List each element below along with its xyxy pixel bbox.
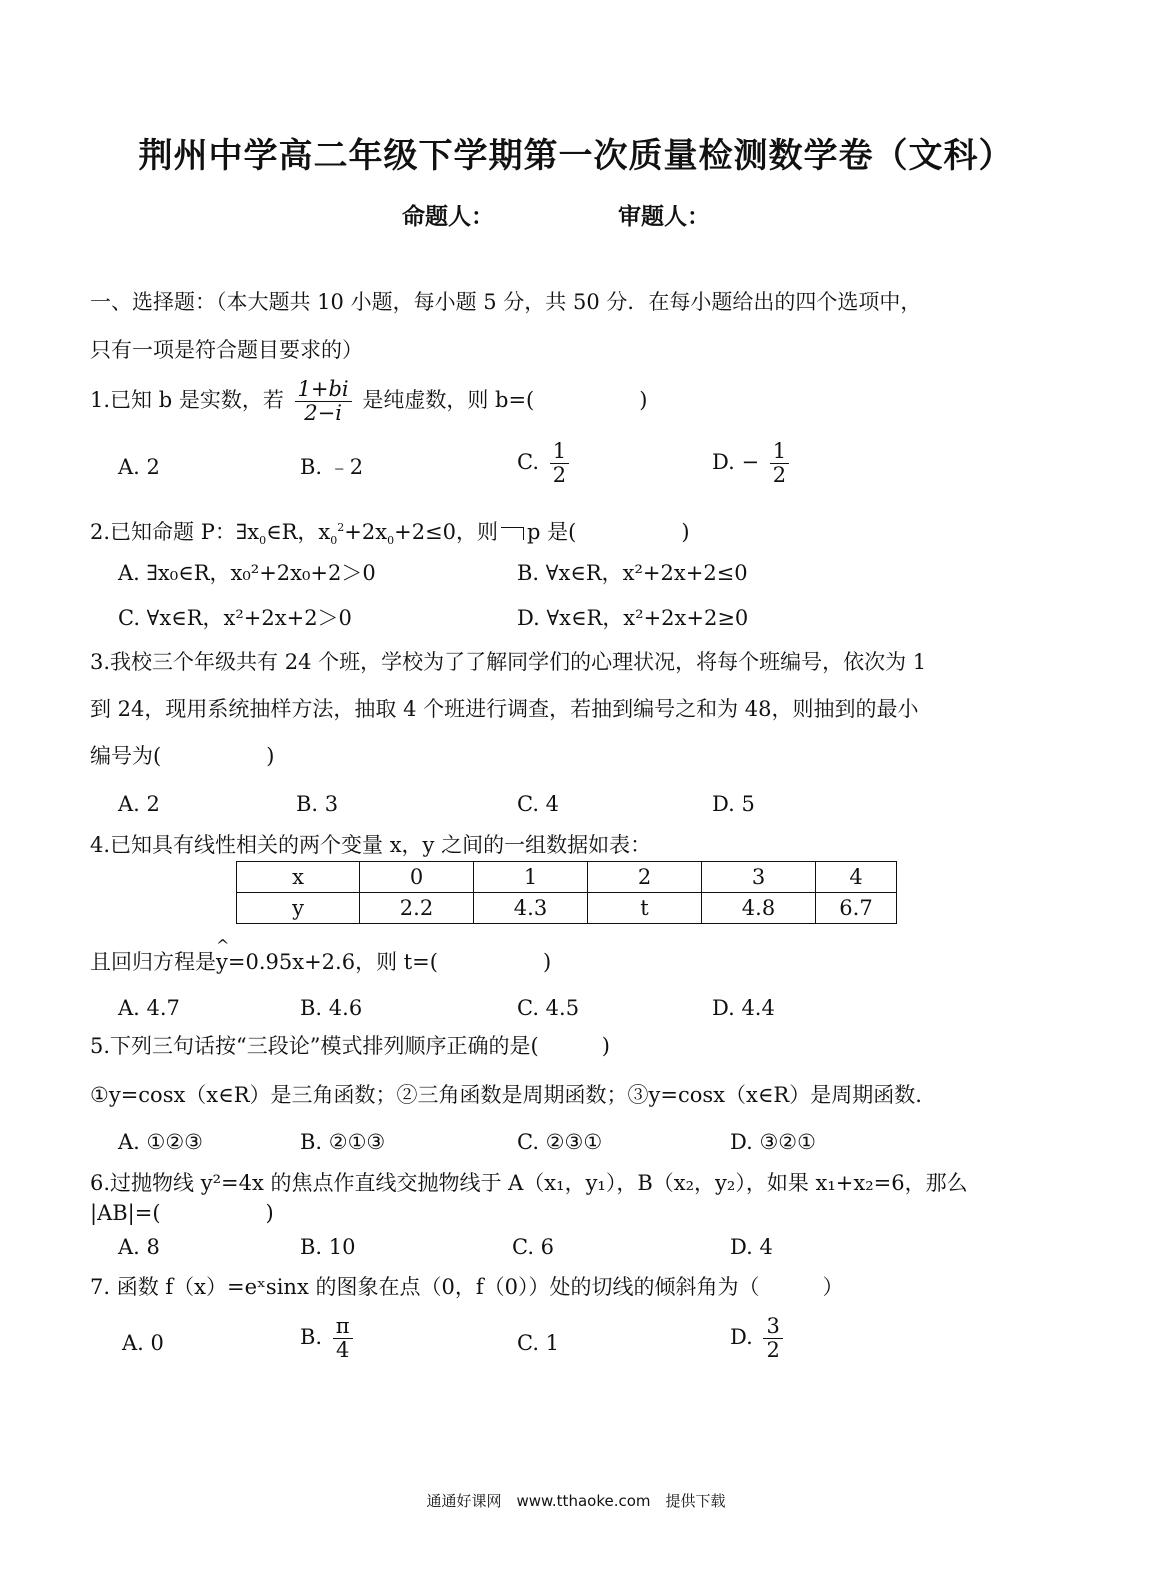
q4-eq-suffix: =0.95x+2.6，则 t=( ) — [227, 950, 552, 974]
q7-option-d-denominator: 2 — [766, 1338, 780, 1363]
q6-option-a: A. 8 — [118, 1235, 160, 1259]
q7-option-b-numerator: π — [333, 1315, 353, 1339]
section-instructions-line1: 一、选择题：（本大题共 10 小题，每小题 5 分，共 50 分．在每小题给出的四个选项中， — [90, 290, 922, 314]
question-4-stem: 4.已知具有线性相关的两个变量 x，y 之间的一组数据如表： — [90, 833, 652, 857]
q7-option-a: A. 0 — [122, 1331, 164, 1355]
q1-option-c-fraction — [550, 440, 569, 487]
q7-option-c: C. 1 — [517, 1331, 560, 1355]
question-6-line2: |AB|=( ) — [90, 1201, 274, 1225]
q5-option-c: C. ②③① — [517, 1130, 603, 1154]
q2-option-c: C. ∀x∈R，x²+2x+2＞0 — [118, 606, 352, 630]
q7-option-b-denominator: 4 — [336, 1338, 350, 1363]
q1-option-d-label: D. − — [712, 450, 760, 475]
question-5-content: ①y=cosx（x∈R）是三角函数；②三角函数是周期函数；③y=cosx（x∈R）是周期函数. — [90, 1083, 922, 1107]
q2-stem-part: +2≤0，则 — [394, 520, 499, 544]
q6-option-b: B. 10 — [300, 1235, 356, 1259]
q2-superscript: 2 — [337, 521, 345, 534]
y-hat-symbol: ^ y — [216, 947, 228, 977]
q4-data-table — [236, 861, 897, 924]
q1-option-d-numerator: 1 — [770, 440, 789, 464]
table-row — [237, 862, 897, 893]
q2-stem-part: 2.已知命题 P：∃x — [90, 520, 260, 544]
q2-option-b: B. ∀x∈R，x²+2x+2≤0 — [517, 561, 748, 585]
q3-option-a: A. 2 — [118, 792, 160, 816]
q7-option-b-fraction — [333, 1315, 353, 1362]
footer-credit: 通通好课网 www.tthaoke.com 提供下载 — [426, 1492, 726, 1510]
table-cell: y — [237, 893, 360, 924]
q1-prefix: 1.已知 b 是实数，若 — [90, 388, 284, 413]
q1-option-d-denominator: 2 — [772, 463, 787, 488]
q1-option-c-denominator: 2 — [552, 463, 567, 488]
question-3-line2: 到 24，现用系统抽样方法，抽取 4 个班进行调查，若抽到编号之和为 48，则抽到的最小 — [90, 697, 919, 721]
q4-eq-prefix: 且回归方程是 — [90, 950, 216, 974]
question-3-line3: 编号为( ) — [90, 744, 275, 768]
q2-stem-part: +2x — [344, 520, 388, 544]
question-3-line1: 3.我校三个年级共有 24 个班，学校为了了解同学们的心理状况，将每个班编号，依次为 1 — [90, 650, 927, 674]
q1-option-c — [517, 440, 573, 487]
q1-fraction — [295, 378, 352, 425]
question-1-stem — [90, 378, 647, 425]
table-cell: 4.8 — [702, 893, 816, 924]
q7-option-d-label: D. — [730, 1325, 753, 1350]
question-2-stem — [90, 513, 690, 556]
table-cell: 0 — [360, 862, 474, 893]
question-4-regression — [90, 947, 551, 977]
q4-option-a: A. 4.7 — [118, 996, 180, 1020]
section-instructions-line2: 只有一项是符合题目要求的） — [90, 338, 363, 362]
q2-stem-part: p 是( ) — [527, 520, 690, 544]
exam-title: 荆州中学高二年级下学期第一次质量检测数学卷（文科） — [138, 136, 1014, 176]
table-cell: x — [237, 862, 360, 893]
q2-subscript: 0 — [387, 534, 395, 548]
q5-option-d: D. ③②① — [730, 1130, 816, 1154]
table-cell: 3 — [702, 862, 816, 893]
negation-symbol — [501, 527, 524, 540]
q6-option-c: C. 6 — [512, 1235, 555, 1259]
q5-option-a: A. ①②③ — [118, 1130, 203, 1154]
table-cell: 4.3 — [474, 893, 588, 924]
q1-option-d — [712, 440, 793, 487]
q1-option-b: B. ﹣2 — [300, 455, 364, 479]
q4-option-b: B. 4.6 — [300, 996, 363, 1020]
question-6-line1: 6.过抛物线 y²=4x 的焦点作直线交抛物线于 A（x₁，y₁），B（x₂，y₂），如果 x₁+x₂=6，那么 — [90, 1171, 968, 1195]
q1-option-c-label: C. — [517, 450, 539, 475]
table-cell: 4 — [816, 862, 897, 893]
q3-option-c: C. 4 — [517, 792, 560, 816]
question-7-stem: 7. 函数 f（x）=eˣsinx 的图象在点（0，f（0））处的切线的倾斜角为（ ） — [90, 1275, 844, 1299]
q1-option-a: A. 2 — [118, 455, 160, 479]
q5-option-b: B. ②①③ — [300, 1130, 386, 1154]
q3-option-b: B. 3 — [296, 792, 339, 816]
q2-option-d: D. ∀x∈R，x²+2x+2≥0 — [517, 606, 749, 630]
q2-stem-part: ∈R，x — [266, 520, 331, 544]
table-cell: 1 — [474, 862, 588, 893]
table-cell: 2.2 — [360, 893, 474, 924]
q3-option-d: D. 5 — [712, 792, 755, 816]
proposer-label: 命题人： — [402, 204, 494, 230]
reviewer-label: 审题人： — [618, 204, 710, 230]
table-cell: 2 — [588, 862, 702, 893]
q1-option-d-fraction — [770, 440, 789, 487]
q1-option-c-numerator: 1 — [550, 440, 569, 464]
table-cell: t — [588, 893, 702, 924]
q2-subscript: 0 — [259, 534, 267, 548]
q7-option-d-numerator: 3 — [763, 1315, 782, 1339]
q2-subscript: 0 — [330, 534, 338, 548]
q7-option-b-label: B. — [300, 1325, 323, 1350]
q7-option-d-fraction — [763, 1315, 782, 1362]
q4-option-c: C. 4.5 — [517, 996, 580, 1020]
q1-suffix: 是纯虚数，则 b=( ) — [362, 388, 648, 413]
q6-option-d: D. 4 — [730, 1235, 773, 1259]
q7-option-d — [730, 1315, 787, 1362]
q1-fraction-numerator: 1+bi — [295, 378, 352, 402]
q2-option-a: A. ∃x₀∈R，x₀²+2x₀+2＞0 — [118, 561, 376, 585]
q7-option-b — [300, 1315, 357, 1362]
q4-option-d: D. 4.4 — [712, 996, 775, 1020]
table-cell: 6.7 — [816, 893, 897, 924]
q1-fraction-denominator: 2−i — [304, 401, 342, 426]
table-row — [237, 893, 897, 924]
question-5-stem: 5.下列三句话按“三段论”模式排列顺序正确的是( ) — [90, 1034, 610, 1058]
